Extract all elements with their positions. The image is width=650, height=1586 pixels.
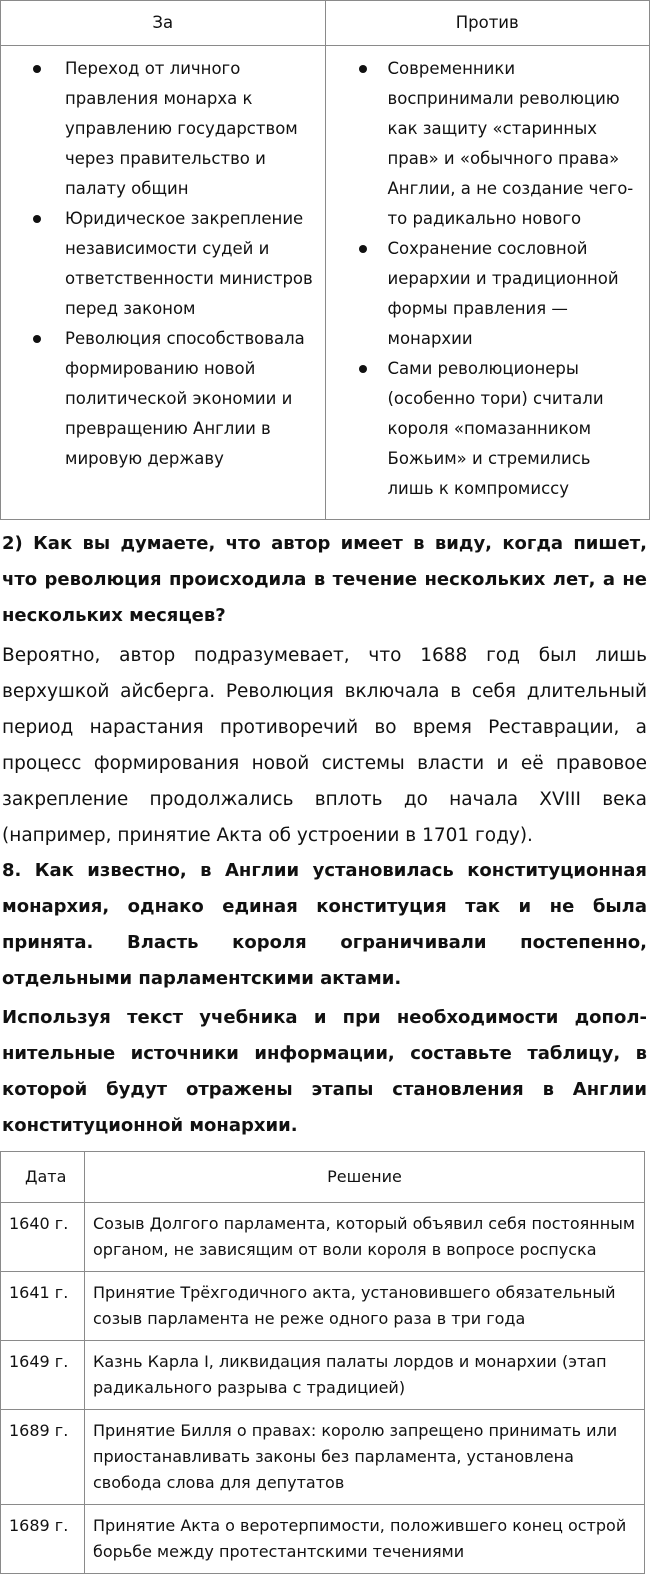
date-cell: 1641 г. (1, 1272, 85, 1341)
cons-cell (325, 46, 650, 520)
question-2: 2) Как вы думаете, что автор имеет в виду, когда пишет, что революция происходила в течение нескольких лет, а не нескольких месяцев? (2, 533, 647, 626)
cons-header: Против (325, 1, 650, 46)
decision-cell: Принятие Акта о веротерпимости, положившего конец острой борьбе между протестантскими течениями (85, 1505, 645, 1574)
decision-cell: Казнь Карла I, ликвидация палаты лордов и монархии (этап радикального разрыва с традицией) (85, 1341, 645, 1410)
date-cell: 1640 г. (1, 1203, 85, 1272)
date-cell: 1689 г. (1, 1410, 85, 1505)
pros-list (1, 54, 317, 474)
decision-cell: Принятие Билля о правах: королю запрещено принимать или приостанавливать законы без парламента, установлена свобода слова для депутатов (85, 1410, 645, 1505)
table-row (1, 1410, 645, 1505)
pros-item: Юридическое закрепление независимости судей и ответственности министров перед законом (1, 204, 317, 324)
table-row (1, 1203, 645, 1272)
pros-item: Революция способствовала формированию новой политической экономии и превращению Англии в мировую державу (1, 324, 317, 474)
decision-cell: Созыв Долгого парламента, который объявил себя постоянным органом, не зависящим от воли короля в вопросе роспуска (85, 1203, 645, 1272)
pros-header: За (1, 1, 326, 46)
date-cell: 1649 г. (1, 1341, 85, 1410)
decision-cell: Принятие Трёхгодичного акта, установившего обязательный созыв парламента не реже одного раза в три года (85, 1272, 645, 1341)
constitutional-monarchy-table (0, 1151, 645, 1574)
pros-cell (1, 46, 326, 520)
cons-item: Сами революционеры (особенно тори) считали короля «помазанником Божьим» и стремились лишь к компромиссу (326, 354, 642, 504)
cons-item: Сохранение сословной иерархии и традиционной формы правления — монархии (326, 234, 642, 354)
cons-list (326, 54, 642, 504)
date-column-header: Дата (1, 1152, 85, 1203)
table-row (1, 1341, 645, 1410)
decision-column-header: Решение (85, 1152, 645, 1203)
question-2-answer: Вероятно, автор подразумевает, что 1688 год был лишь верхушкой айсберга. Революция включала в себя длительный период нарастания противоречий во время Реставрации, а процесс формирования новой системы власти и её правовое закрепление продолжались вплоть до начала XVIII века (например, принятие Акта об устроении в 1701 году). (2, 645, 647, 846)
cons-item: Современники воспринимали революцию как защиту «старинных прав» и «обычного права» Англии, а не создание чего-то радикально нового (326, 54, 642, 234)
pros-cons-table (0, 0, 650, 520)
table-row (1, 1272, 645, 1341)
task-8-instruction: Используя текст учебника и при необходимости дополнительные источники информации, составьте таблицу, в которой будут отражены этапы становления в Англии конституционной монархии. (2, 1007, 647, 1136)
pros-item: Переход от личного правления монарха к управлению государством через правительство и палату общин (1, 54, 317, 204)
table-row (1, 1505, 645, 1574)
task-8-text: 8. Как известно, в Англии установилась конституционная монархия, однако единая конституция так и не была принята. Власть короля ограничивали постепенно, отдельными парламентскими актами. (2, 860, 647, 989)
date-cell: 1689 г. (1, 1505, 85, 1574)
